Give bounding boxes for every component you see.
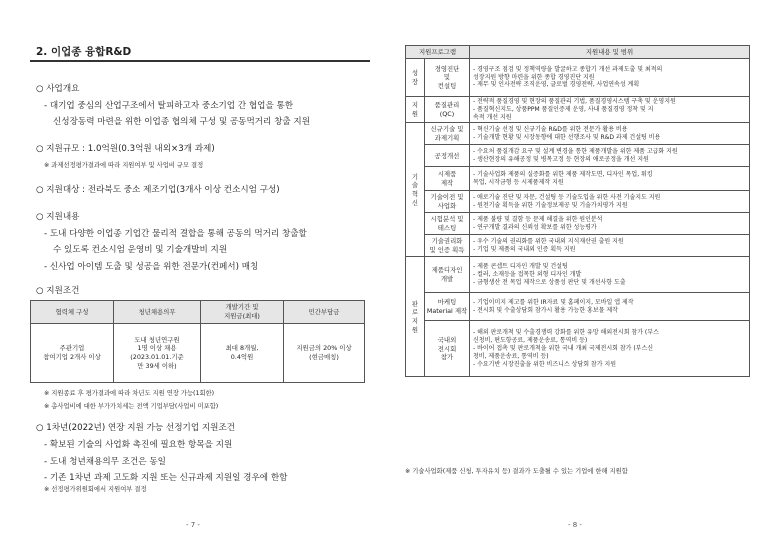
scale-note: ※ 과제선정평가결과에 따라 지원여부 및 사업비 규모 결정 [44,162,204,169]
extension-note: ※ 선정평가위원회에서 지원여부 결정 [44,486,147,493]
program-content [470,59,750,97]
program-content [470,167,750,191]
page-number: - 8 - [568,521,582,529]
content-line: - 원천기술 획득을 위한 기술정보제공 및 기술가치평가 지원 [473,201,628,209]
content-line: - 기업 및 제품의 국내외 인증 획득 지원 [473,245,576,253]
target-line: ○ 지원대상 : 전라북도 중소 제조기업(3개사 이상 컨소시엄 구성) [36,185,280,195]
program-content [470,321,750,377]
program-content [470,235,750,257]
section-label: 판 로 지 원 [406,257,425,377]
content-line: - 연구개발 결과의 신뢰성 확보를 위한 성능평가 [473,223,597,231]
content-line: - 수요처 품질개감 요구 및 설계 변경을 통한 제품개발을 위한 제품 고급화 지원 [473,148,678,156]
conditions-table [30,300,365,383]
section-label: 기 술 혁 신 [406,123,425,257]
content-line: - 기술개발 현황 및 시장동향에 대한 선행조사 및 R&D 과제 건설팅 비용 [473,133,661,141]
table-note: ※ 지원종료 후 평가결과에 따라 차년도 지원 연장 가능(1회한) [44,390,215,397]
content-line: - 전략적 품질경영 및 현장의 품질관리 기법, 품질경영시스템 구축 및 운영지원 [473,98,676,105]
table-row [406,257,750,293]
program-content [470,191,750,213]
program-name: 국내외 전시회 참가 [425,321,470,377]
content-line: - 도내 다양한 이업종 기업간 물리적 결합을 통해 공동의 먹거리 창출할 [44,229,307,239]
program-content [470,145,750,167]
table-header-cell: 협력체 구성 [31,301,114,324]
content-line: - 품질혁신지도, 상품PPM 품질인증제 운영, 사내 품질경영 정착 및 지 [473,105,654,113]
program-table [405,45,750,377]
table-row [406,167,750,191]
table-row [406,235,750,257]
program-content [470,97,750,123]
table-row [406,191,750,213]
content-line: - 바이어 접촉 및 판로개척을 위한 국내 개최 국제전시회 참가 (부스신 [473,344,654,352]
content-line: 수 있도록 컨소시엄 운영비 및 기술개발비 지원 [53,245,228,255]
content-line: - 해외 판로개척 및 수출경쟁력 강화를 위한 유망 해외전시회 참가 (부스 [473,329,659,337]
content-line: - 수요기반 시장진출을 위한 비즈니스 상담회 참가 지원 [473,360,617,368]
content-line: - 경영구조 점검 및 정책역량을 발굴하고 종합기 개선 과제도출 및 최적의 [473,65,663,73]
content-line: 목업, 시작금형 등 시제품제작 지원 [473,178,564,186]
section-title-box [30,44,370,62]
program-name: 제품디자인 개발 [425,257,470,293]
content-line: - 재무 및 인사전략 조직운영, 글로벌 경영전략, 사업연속성 계획 [473,81,640,89]
program-content [470,213,750,235]
table-row [406,59,750,97]
section-title: 2. 이업종 융합R&D [36,46,132,58]
table-cell: 주관기업 참여기업 2개사 이상 [31,324,114,383]
content-line: 신청비, 편도항공료, 제품운송료, 통역비 등) [473,337,588,345]
table-row [406,97,750,123]
scale-line: ○ 지원규모 : 1.0억원(0.3억원 내외×3개 과제) [36,144,215,154]
table-cell: 최대 8개월, 0.4억원 [201,324,284,383]
page-number: - 7 - [186,521,200,529]
section-label: 성 장 [406,59,425,97]
section-label: 지 원 [406,97,425,123]
extension-line: - 확보된 기술의 사업화 촉진에 필요한 항목을 지원 [44,440,233,450]
right-page [385,0,770,544]
program-name: 기술권리화 및 인증 획득 [425,235,470,257]
program-name: 신규기술 및 과제기획 [425,123,470,145]
program-name: 기술이전 및 사업화 [425,191,470,213]
program-name: 시험분석 및 테스팅 [425,213,470,235]
table-header-cell: 민간부담금 [284,301,365,324]
content-line: - 우수 기술의 권리화를 위한 국내외 지식재산권 출원 지원 [473,238,624,246]
table-cell: 지원금의 20% 이상 (현금매칭) [284,324,365,383]
content-line: - 기술사업화 제품의 실증화를 위한 제품 제작도면, 디자인 목업, 워킹 [473,171,653,179]
content-line: 속적 개선 지원 [473,113,512,121]
content-line: - 컬러, 소재등을 접목한 외형 디자인 개발 [473,270,582,278]
content-line: - 기업이미지 제고를 위한 IR자료 및 홈페이지, 모바일 앱 제작 [473,299,634,307]
program-content [470,123,750,145]
table-footnote: ※ 기술사업화(제품 신청, 투자유치 등) 결과가 도출될 수 있는 기업에 한해 지원함 [405,468,628,475]
table-row [406,145,750,167]
overview-line: - 대기업 중심의 산업구조에서 탈피하고자 중소기업 간 협업을 통한 [44,101,294,111]
extension-line: - 기존 1차년 과제 고도화 지원 또는 신규과제 지원일 경우에 한함 [44,473,288,483]
content-line: - 전시회 및 수출상담회 참가시 활용 가능한 홍보물 제작 [473,306,618,314]
table-row [406,293,750,321]
conditions-heading: ○ 지원조건 [36,286,80,296]
table-row [406,213,750,235]
extension-heading: ○ 1차년(2022년) 연장 지원 가능 선정기업 지원조건 [36,423,236,433]
program-name: 시제품 제작 [425,167,470,191]
program-content [470,257,750,293]
table-row [406,321,750,377]
content-line: 성장지원 방향 마련을 위한 종합 경영진단 지원 [473,73,595,81]
program-name: 경영진단 및 컨설팅 [425,59,470,97]
program-content [470,293,750,321]
table-note: ※ 총사업비에 대한 부가가치세는 전액 기업부담(사업비 미포함) [44,403,219,410]
extension-line: - 도내 청년채용의무 조건은 동일 [44,457,166,467]
content-line: - 금형생산 전 목업 제작으로 상품성 판단 및 개선사항 도출 [473,278,626,286]
program-name: 마케팅 Material 제작 [425,293,470,321]
content-line: - 제품 불량 및 결함 등 문제 해결을 위한 원인분석 [473,216,603,224]
table-header-content: 지원내용 및 범위 [470,46,750,59]
content-heading: ○ 지원내용 [36,212,80,222]
content-line: - 신사업 아이템 도출 및 성공을 위한 전문가(컨페서) 매칭 [44,262,259,272]
program-name: 공정개선 [425,145,470,167]
content-line: 청비, 제품운송료, 통역비 등) [473,352,549,360]
overview-line: 신성장동력 마련을 위한 이업종 협의체 구성 및 공동먹거리 창출 지원 [53,117,311,127]
table-header-program: 지원프로그램 [406,46,470,59]
table-header-cell: 개발기간 및 지원금(최대) [201,301,284,324]
table-header-cell: 청년채용의무 [114,301,201,324]
table-row [406,123,750,145]
program-name: 품질관리 (QC) [425,97,470,123]
content-line: - 제품 콘셉트 디자인 개발 및 건설팅 [473,263,568,271]
content-line: - 혁신기술 선정 및 신규기술 R&D를 위한 전문가 활용 비용 [473,126,628,134]
content-line: - 생산현장의 유해공정 및 병목고정 등 현장의 애로공정을 개선 지원 [473,155,649,163]
content-line: - 애로기술 진단 및 자문, 건설팅 등 기술도입을 위한 사전 기술지도 지원 [473,194,661,202]
table-cell: 도내 청년연구원 1명 이상 채용 (2023.01.01.기준 만 39세 이하) [114,324,201,383]
overview-heading: ○ 사업개요 [36,84,80,94]
